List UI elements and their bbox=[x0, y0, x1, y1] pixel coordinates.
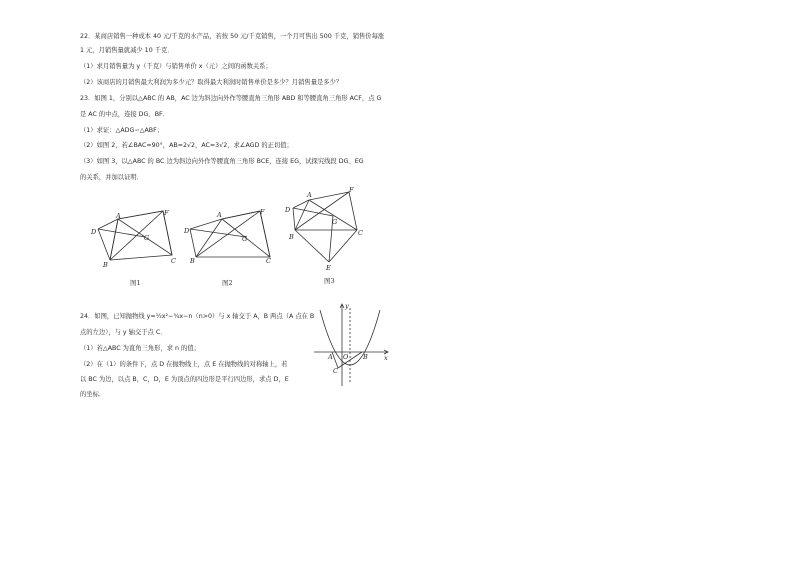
fig1-label-F: F bbox=[164, 209, 169, 217]
fig1-label-G: G bbox=[144, 234, 150, 242]
fig2-label-A: A bbox=[217, 211, 222, 219]
fig3-label-B: B bbox=[289, 233, 294, 241]
fig1-caption: 图1 bbox=[130, 279, 141, 287]
fig2-label-C: C bbox=[266, 257, 271, 265]
fig3-label-G: G bbox=[332, 218, 338, 226]
fig3-label-F: F bbox=[349, 186, 354, 194]
graph-label-B: B bbox=[363, 353, 368, 361]
fig2-label-G: G bbox=[242, 235, 248, 243]
fig2-label-D: D bbox=[184, 227, 190, 235]
fig2-label-B: B bbox=[190, 257, 195, 265]
q24-line2: 点的左边），与 y 轴交于点 C． bbox=[80, 329, 167, 336]
fig1-label-C: C bbox=[171, 257, 176, 265]
q23-line2: 是 AC 的中点，连接 DG、BF． bbox=[80, 111, 169, 118]
graph-label-A: A bbox=[328, 353, 333, 361]
q22-line2: 1 元，月销售量就减少 10 千克． bbox=[80, 47, 174, 54]
fig2-caption: 图2 bbox=[222, 279, 233, 287]
q24-part3: 以 BC 为边，以点 B，C，D，E 为顶点的四边形是平行四边形，求点 D，E bbox=[80, 376, 289, 383]
q24-line1: 24．如图，已知抛物线 y=½x²−¾x−n（n>0）与 x 轴交于 A，B 两点（A 点在 B bbox=[80, 313, 315, 320]
fig2-label-F: F bbox=[260, 208, 265, 216]
q23-part1: （1）求证：△ADG∽△ABF； bbox=[80, 127, 164, 134]
q22-part2: （2）该商店的月销售最大利润为多少元？取得最大利润时销售单价是多少？月销售量是多少？ bbox=[80, 79, 343, 86]
q22-line1: 22．某商店销售一种成本 40 元/千克的水产品，若按 50 元/千克销售，一个月可售出 500 千克，销售价每涨 bbox=[80, 33, 385, 40]
fig3-label-E: E bbox=[326, 264, 331, 272]
q23-part2: （2）如图 2，若∠BAC=90°，AB=2√2，AC=3√2，求∠AGD 的正切值； bbox=[80, 142, 293, 149]
q24-part4: 的坐标． bbox=[80, 391, 106, 398]
graph-y-axis-label: y bbox=[345, 302, 349, 310]
fig1-label-B: B bbox=[103, 261, 108, 267]
figure-1 bbox=[88, 205, 183, 267]
fig3-label-C: C bbox=[358, 229, 363, 237]
fig1-label-D: D bbox=[91, 228, 97, 236]
q23-part3: （3）如图 3，以△ABC 的 BC 边为斜边向外作等腰直角三角形 BCE，连接 EG，试探究线段 DG、EG bbox=[80, 158, 364, 165]
figure-3 bbox=[285, 186, 365, 274]
parabola-graph bbox=[312, 300, 392, 388]
q24-part1: （1）若△ABC 为直角三角形，求 n 的值； bbox=[80, 345, 200, 352]
figure-2 bbox=[184, 205, 279, 267]
fig3-label-D: D bbox=[285, 206, 291, 214]
q22-part1: （1）求月销售量为 y（千克）与销售单价 x（元）之间的函数关系； bbox=[80, 63, 272, 70]
graph-label-C: C bbox=[333, 367, 338, 375]
graph-x-axis-label: x bbox=[384, 354, 388, 362]
q23-part4: 的关系，并加以证明． bbox=[80, 174, 143, 181]
q24-part2: （2）在（1）的条件下，点 D 在抛物线上，点 E 在抛物线的对称轴上，若 bbox=[80, 361, 288, 368]
graph-label-O: O bbox=[343, 353, 349, 361]
fig3-label-A: A bbox=[307, 191, 312, 199]
fig1-label-A: A bbox=[116, 212, 121, 220]
fig3-caption: 图3 bbox=[324, 277, 335, 285]
q23-line1: 23．如图 1，分别以△ABC 的 AB，AC 边为斜边向外作等腰直角三角形 ABD 和等腰直角三角形 ACF，点 G bbox=[80, 95, 382, 102]
